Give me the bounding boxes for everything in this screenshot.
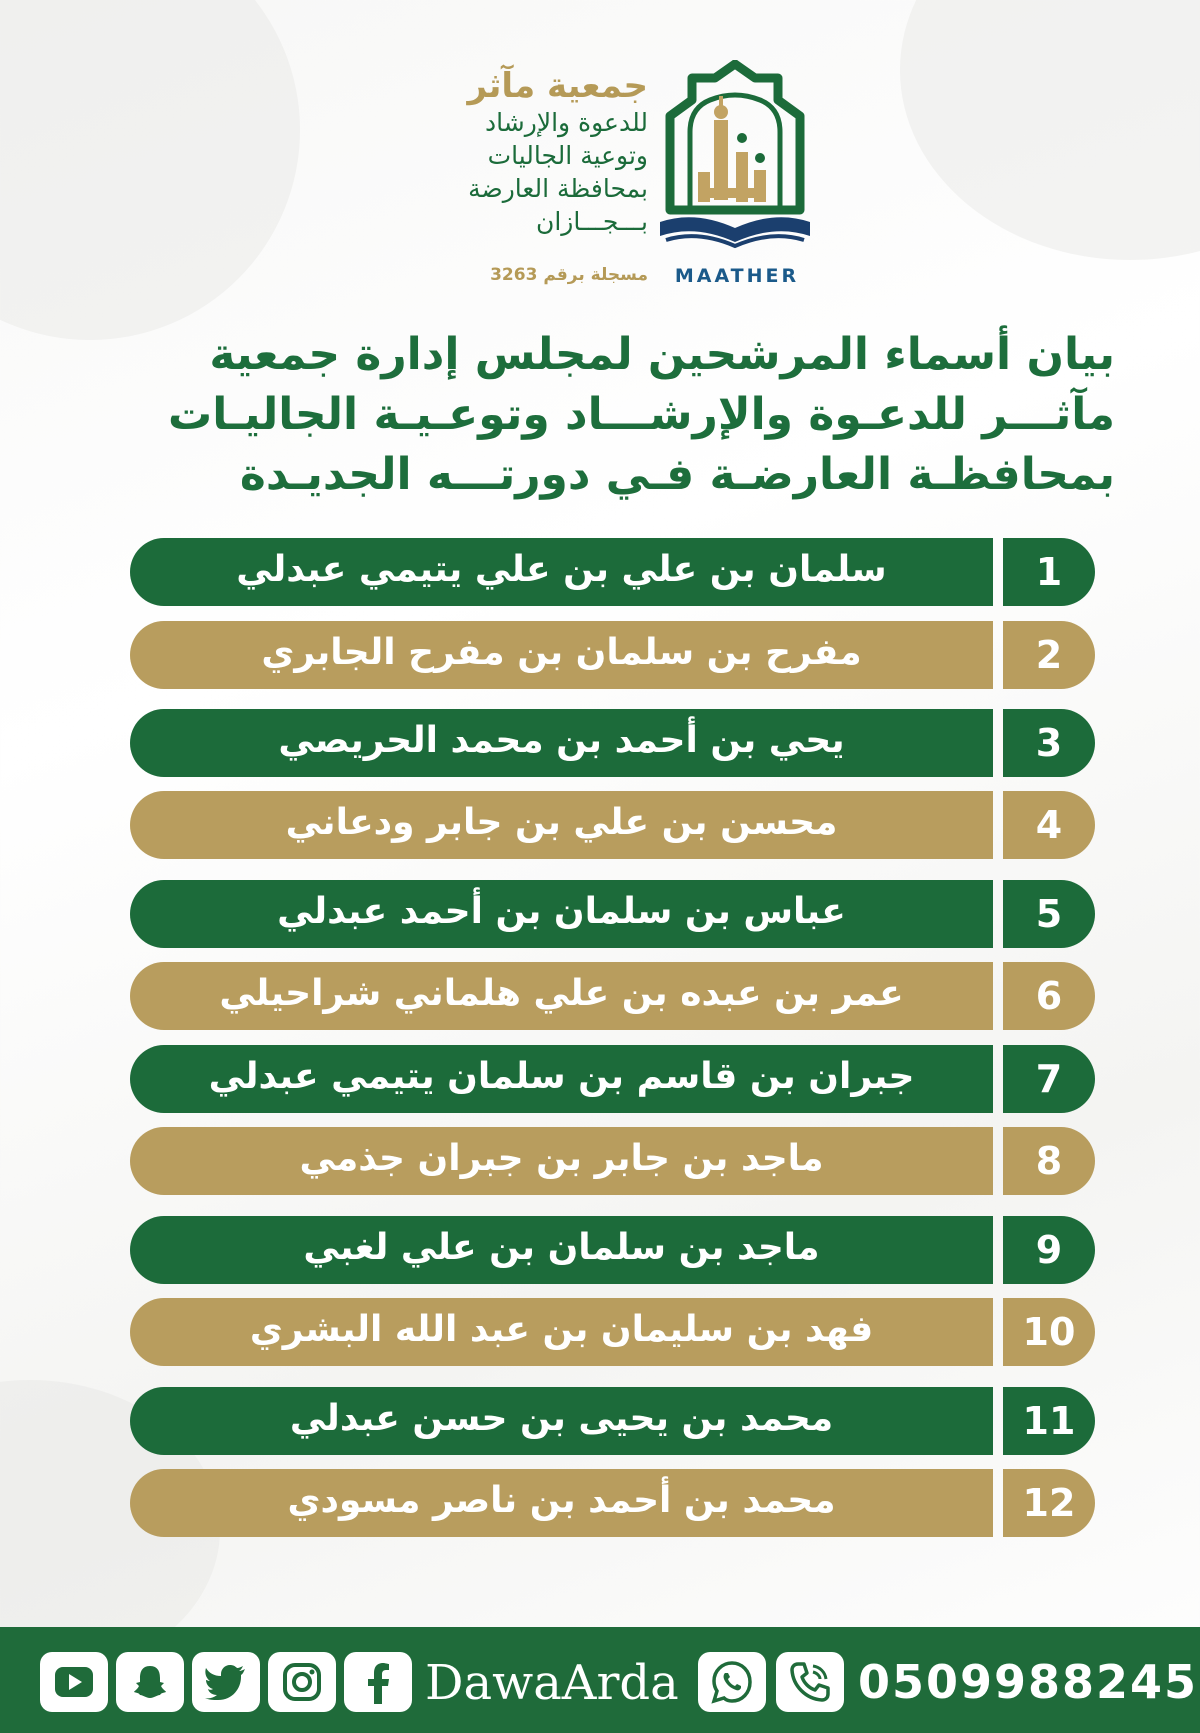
page-title-line: بمحافظـة العارضـة فـي دورتـــه الجديـدة xyxy=(239,449,1115,500)
candidate-number: 6 xyxy=(1003,962,1095,1030)
candidate-number: 12 xyxy=(1003,1469,1095,1537)
logo-line: بمحافظة العارضة xyxy=(468,174,648,203)
logo-title: جمعية مآثر xyxy=(467,66,648,106)
candidate-name: محمد بن يحيى بن حسن عبدلي xyxy=(130,1387,993,1455)
snapchat-icon[interactable] xyxy=(116,1652,184,1712)
candidate-number: 2 xyxy=(1003,621,1095,689)
candidate-number: 8 xyxy=(1003,1127,1095,1195)
candidate-row xyxy=(130,962,1095,1030)
candidate-name: عباس بن سلمان بن أحمد عبدلي xyxy=(130,880,993,948)
candidate-number: 7 xyxy=(1003,1045,1095,1113)
youtube-icon[interactable] xyxy=(40,1652,108,1712)
candidate-row xyxy=(130,1387,1095,1455)
footer-bar xyxy=(0,1627,1200,1733)
candidate-row xyxy=(130,1127,1095,1195)
candidate-name: فهد بن سليمان بن عبد الله البشري xyxy=(130,1298,993,1366)
candidate-row xyxy=(130,1216,1095,1284)
candidate-number: 9 xyxy=(1003,1216,1095,1284)
candidate-row xyxy=(130,791,1095,859)
phone-icon[interactable] xyxy=(776,1652,844,1712)
candidate-number: 1 xyxy=(1003,538,1095,606)
maather-logo xyxy=(420,60,820,295)
candidate-row xyxy=(130,1045,1095,1113)
background-shape xyxy=(900,0,1200,260)
candidate-row xyxy=(130,621,1095,689)
candidate-name: مفرح بن سلمان بن مفرح الجابري xyxy=(130,621,993,689)
page-title-line: بيان أسماء المرشحين لمجلس إدارة جمعية xyxy=(209,329,1115,380)
logo-line: للدعوة والإرشاد xyxy=(485,108,648,137)
logo-line: بـــجـــازان xyxy=(535,207,648,236)
candidate-name: يحي بن أحمد بن محمد الحريصي xyxy=(130,709,993,777)
candidate-row xyxy=(130,709,1095,777)
candidate-name: ماجد بن جابر بن جبران جذمي xyxy=(130,1127,993,1195)
background-shape xyxy=(0,0,300,340)
candidate-row xyxy=(130,1469,1095,1537)
facebook-icon[interactable] xyxy=(344,1652,412,1712)
candidate-name: عمر بن عبده بن علي هلماني شراحيلي xyxy=(130,962,993,1030)
social-handle[interactable]: DawaArda xyxy=(425,1655,679,1711)
candidate-row xyxy=(130,880,1095,948)
instagram-icon[interactable] xyxy=(268,1652,336,1712)
candidate-row xyxy=(130,1298,1095,1366)
logo-text-block xyxy=(420,66,648,238)
candidate-name: ماجد بن سلمان بن علي لغبي xyxy=(130,1216,993,1284)
candidate-number: 11 xyxy=(1003,1387,1095,1455)
candidate-row xyxy=(130,538,1095,606)
candidate-name: سلمان بن علي بن علي يتيمي عبدلي xyxy=(130,538,993,606)
candidate-name: محسن بن علي بن جابر ودعاني xyxy=(130,791,993,859)
logo-english-name: MAATHER xyxy=(674,265,800,287)
candidate-number: 10 xyxy=(1003,1298,1095,1366)
page-title xyxy=(130,325,1115,505)
candidate-number: 4 xyxy=(1003,791,1095,859)
phone-number[interactable]: 0509988245 xyxy=(858,1655,1199,1709)
candidate-name: محمد بن أحمد بن ناصر مسودي xyxy=(130,1469,993,1537)
candidate-number: 5 xyxy=(1003,880,1095,948)
candidate-number: 3 xyxy=(1003,709,1095,777)
mosque-book-emblem-icon xyxy=(650,60,820,275)
logo-registration: مسجلة برقم 3263 xyxy=(490,265,648,285)
twitter-icon[interactable] xyxy=(192,1652,260,1712)
whatsapp-icon[interactable] xyxy=(698,1652,766,1712)
logo-line: وتوعية الجاليات xyxy=(487,141,648,170)
candidate-name: جبران بن قاسم بن سلمان يتيمي عبدلي xyxy=(130,1045,993,1113)
page-title-line: مآثـــر للدعـوة والإرشـــاد وتوعـيـة الجاليـات xyxy=(168,389,1115,440)
